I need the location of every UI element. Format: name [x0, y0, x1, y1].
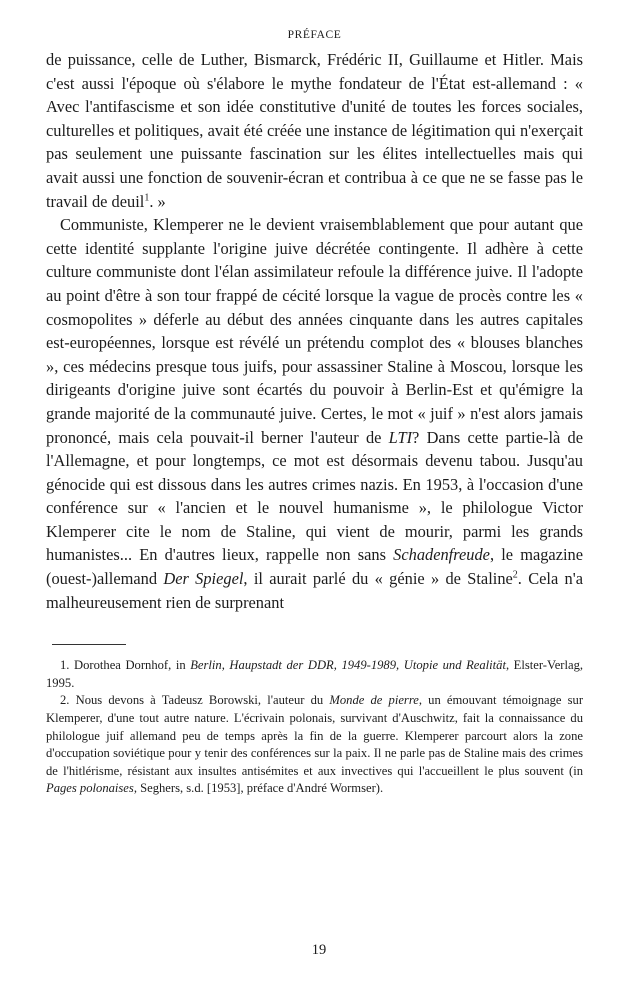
footnote-2 [46, 692, 583, 798]
footnote-ref[interactable]: 2 [512, 569, 518, 581]
book-title: Berlin, Haupstadt der DDR, 1949-1989, Utopie und Realität [190, 658, 506, 673]
running-head: PRÉFACE [287, 29, 342, 41]
page-number: 19 [311, 942, 327, 958]
magazine-title: Der Spiegel [163, 569, 244, 589]
text-run: . » [149, 191, 166, 211]
text-run: de puissance, celle de Luther, Bismarck, Frédéric II, Guillaume et Hitler. Mais c'est aussi l'époque où s'élabore le mythe fondateur de l'État est-allemand : « Avec l'antifascisme et son idée constitutive d'unité de toutes les forces sociales, culturelles et politiques, avait été créée une instance de légitimation qui n'exerçait pas seulement une puissante fascination sur les élites intellectuelles mais qui avait aussi une fonction de souvenir-écran et contribua à ce que ne se fasse pas le travail de deuil [46, 50, 583, 211]
text-run: , Seghers, s.d. [1953], préface d'André Wormser). [133, 781, 384, 796]
main-text [46, 48, 583, 614]
text-run: , Elster-Verlag, 1995. [46, 658, 584, 690]
footnotes [46, 657, 583, 798]
paragraph [46, 213, 583, 614]
footnote-ref[interactable]: 1 [144, 192, 150, 204]
book-title: Pages polonaises [46, 781, 134, 796]
text-run: 1. Dorothea Dornhof, in [60, 658, 191, 673]
book-title: LTI [388, 427, 413, 447]
text-run: Communiste, Klemperer ne le devient vraisemblablement que pour autant que cette identité supplante l'origine juive décrétée contingente. Il adhère à cette culture communiste dont l'élan assimilateur refoule la différence juive. Il l'adopte au point d'être à son tour frappé de cécité lorsque la vague de procès contre les « cosmopolites » déferle au début des années cinquante dans les autres capitales est-européennes, lorsque est révélé un prétendu complot des « blouses blanches », ces médecins presque tous juifs, pour assassiner Staline à Moscou, lorsque les dirigeants d'origine juive sont écartés du pouvoir à Berlin-Est et qu'émigre la grande majorité de la communauté juive. Certes, le mot « juif » n'est alors jamais prononcé, mais cela pouvait-il berner l'auteur de [46, 215, 583, 447]
text-run: , un émouvant témoignage sur Klemperer, d'une tout autre nature. L'écrivain polonais, survivant d'Auschwitz, fait la connaissance du philologue juif allemand peu de temps après la fin de la guerre. Klemperer parcourt alors la zone d'occupation soviétique pour y tenir des conférences sur la paix. Il ne parle pas de Staline mais des crimes de l'hitlérisme, résistant aux insultes antisémites et aux invectives qui l'accueillent le plus souvent (in [46, 693, 584, 778]
text-run: , il aurait parlé du « génie » de Staline [243, 569, 513, 589]
text-run: . Cela n'a malheureusement rien de surprenant [46, 569, 583, 612]
text-run: , le magazine (ouest-)allemand [46, 545, 584, 589]
foreign-word: Schadenfreude [393, 545, 490, 565]
book-title: Monde de pierre [329, 693, 419, 708]
paragraph [46, 48, 583, 213]
text-run: 2. Nous devons à Tadeusz Borowski, l'auteur du [60, 693, 330, 708]
footnote-1 [46, 657, 583, 692]
text-run: ? Dans cette partie-là de l'Allemagne, et pour longtemps, ce mot est désormais devenu tabou. Jusqu'au génocide qui est dissous dans les autres crimes nazis. En 1953, à l'occasion d'une conférence sur « l'ancien et le nouvel humanisme », le philologue Victor Klemperer cite le nom de Staline, qui vient de mourir, parmi les grands humanistes... En d'autres lieux, rappelle non sans [46, 427, 583, 565]
footnote-rule [52, 644, 126, 645]
